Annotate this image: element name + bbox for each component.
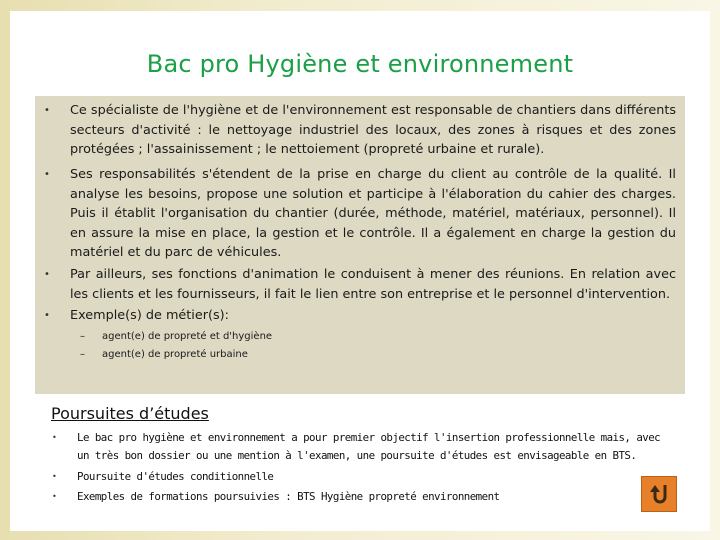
description-item [44, 165, 676, 263]
job-examples-label: Exemple(s) de métier(s): [70, 308, 229, 323]
return-arrow-icon [645, 480, 673, 508]
bullet-icon: • [44, 169, 50, 180]
further-studies-item [52, 468, 667, 486]
description-item [44, 306, 676, 326]
further-studies-text: Le bac pro hygiène et environnement a pour premier objectif l'insertion professionnelle mais, avec un très bon dossier ou une mention à l'examen, une poursuite d'études est envisageable en BTS. [77, 431, 661, 462]
job-example-item [80, 328, 272, 346]
description-item [44, 265, 676, 304]
description-item-text: Ce spécialiste de l'hygiène et de l'environnement est responsable de chantiers dans différents secteurs d'activité : le nettoyage industriel des locaux, des zones à risques et des zones protégées ; l'assainissement ; le nettoiement (propreté urbaine et rurale). [70, 103, 676, 157]
dash-icon: – [80, 331, 85, 342]
dash-icon: – [80, 349, 85, 360]
further-studies-text: Poursuite d'études conditionnelle [77, 470, 274, 483]
job-example-text: agent(e) de propreté et d'hygiène [102, 331, 273, 342]
bullet-icon: • [52, 492, 57, 501]
further-studies-text: Exemples de formations poursuivies : BTS Hygiène propreté environnement [77, 490, 500, 503]
description-item [44, 101, 676, 160]
further-studies-item [52, 488, 667, 506]
slide-title: Bac pro Hygiène et environnement [146, 50, 574, 78]
further-studies-heading: Poursuites d’études [51, 404, 209, 423]
bullet-icon: • [44, 310, 50, 321]
job-examples-list [80, 328, 272, 364]
description-item-text: Par ailleurs, ses fonctions d'animation le conduisent à mener des réunions. En relation avec les clients et les fournisseurs, il fait le lien entre son entreprise et le personnel d'intervention. [70, 267, 676, 302]
bullet-icon: • [44, 269, 50, 280]
further-studies-item [52, 429, 667, 465]
bullet-icon: • [44, 105, 50, 116]
return-button[interactable] [641, 476, 677, 512]
job-example-text: agent(e) de propreté urbaine [102, 349, 248, 360]
description-item-text: Ses responsabilités s'étendent de la prise en charge du client au contrôle de la qualité. Il analyse les besoins, propose une solution et participe à l'élaboration du cahier des charges. Puis il établit l'organisation du chantier (durée, méthode, matériel, matériaux, personnel). Il en assure la mise en place, la gestion et le contrôle. Il a également en charge la gestion du matériel et du parc de véhicules. [70, 167, 676, 260]
bullet-icon: • [52, 433, 57, 442]
bullet-icon: • [52, 472, 57, 481]
job-example-item [80, 346, 272, 364]
